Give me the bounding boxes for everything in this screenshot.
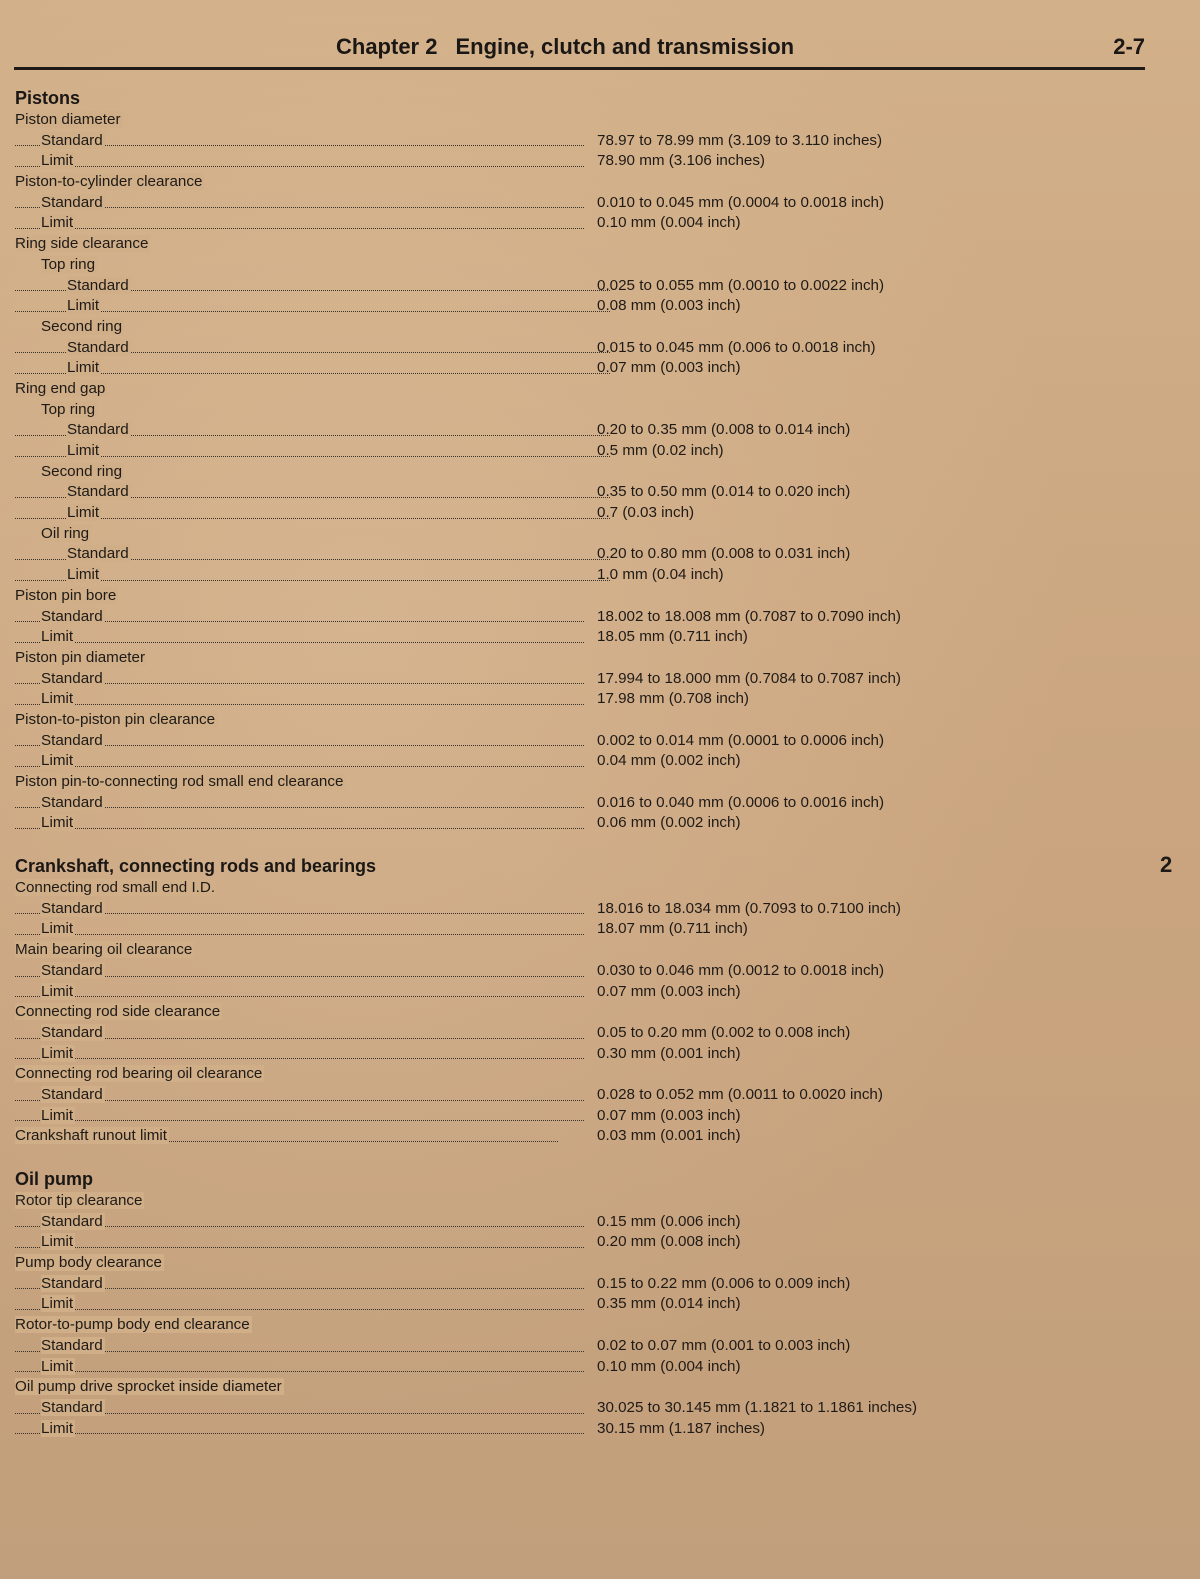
spec-label: Crankshaft runout limit <box>15 1127 167 1145</box>
spec-value: 1.0 mm (0.04 inch) <box>597 566 724 584</box>
spec-row <box>15 1398 1135 1419</box>
spec-label: Standard <box>41 1274 103 1292</box>
dot-leader <box>15 932 584 935</box>
spec-label: Piston-to-piston pin clearance <box>15 710 216 728</box>
dot-leader <box>15 578 610 581</box>
spec-label-cell <box>15 751 584 772</box>
spec-label-cell <box>15 961 584 982</box>
spec-label: Second ring <box>41 462 123 480</box>
spec-label-cell <box>15 213 584 234</box>
spec-label-cell <box>15 1274 584 1295</box>
spec-label: Standard <box>41 961 103 979</box>
spec-label-cell <box>15 1064 558 1085</box>
spec-label-cell <box>15 813 584 834</box>
spec-label: Limit <box>67 566 100 584</box>
spec-row <box>15 1232 1135 1253</box>
spec-value: 30.025 to 30.145 mm (1.1821 to 1.1861 inches) <box>597 1398 917 1416</box>
spec-label-cell <box>15 1126 558 1147</box>
spec-label: Piston pin-to-connecting rod small end clearance <box>15 773 344 790</box>
spec-label-cell <box>15 1294 584 1315</box>
spec-value: 0.10 mm (0.004 inch) <box>597 214 741 232</box>
spec-row <box>15 669 1135 690</box>
spec-label-cell <box>15 1419 584 1440</box>
spec-row <box>15 565 1135 586</box>
spec-value: 17.994 to 18.000 mm (0.7084 to 0.7087 inch) <box>597 669 901 687</box>
spec-label: Limit <box>41 1106 74 1124</box>
spec-value: 0.07 mm (0.003 inch) <box>597 982 741 1000</box>
dot-leader <box>15 764 584 767</box>
spec-label-cell <box>15 255 584 276</box>
chapter-tab-marker: 2 <box>1160 852 1173 877</box>
spec-label: Standard <box>41 1212 103 1230</box>
spec-value: 0.15 mm (0.006 inch) <box>597 1212 741 1230</box>
page-number: 2-7 <box>1113 34 1145 59</box>
dot-leader <box>15 1307 584 1310</box>
spec-label: Top ring <box>41 255 96 273</box>
spec-label-cell <box>15 899 584 920</box>
spec-label-cell <box>15 358 610 379</box>
spec-value: 0.35 to 0.50 mm (0.014 to 0.020 inch) <box>597 483 851 501</box>
spec-label: Limit <box>41 214 74 232</box>
spec-row <box>15 234 1135 255</box>
spec-value: 0.06 mm (0.002 inch) <box>597 814 741 832</box>
spec-row <box>15 1044 1135 1065</box>
section-heading: Crankshaft, connecting rods and bearings <box>15 856 377 877</box>
spec-row <box>15 710 1135 731</box>
spec-label-cell <box>15 669 584 690</box>
spec-label: Standard <box>41 131 103 149</box>
spec-label: Piston-to-cylinder clearance <box>15 173 203 191</box>
spec-label: Oil pump drive sprocket inside diameter <box>15 1378 282 1396</box>
spec-row <box>15 462 1135 483</box>
spec-label: Standard <box>41 731 103 749</box>
spec-value: 0.02 to 0.07 mm (0.001 to 0.003 inch) <box>597 1336 851 1354</box>
spec-row <box>15 503 1135 524</box>
spec-value: 78.97 to 78.99 mm (3.109 to 3.110 inches) <box>597 131 883 149</box>
spec-label: Standard <box>41 1336 103 1354</box>
spec-label: Limit <box>67 504 100 522</box>
dot-leader <box>15 371 610 374</box>
dot-leader <box>15 994 584 997</box>
spec-label: Piston diameter <box>15 111 121 128</box>
spec-value: 78.90 mm (3.106 inches) <box>597 152 765 170</box>
spec-label-cell <box>15 1377 558 1398</box>
spec-label-cell <box>15 710 558 731</box>
spec-row <box>15 131 1135 152</box>
spec-row <box>15 151 1135 172</box>
spec-label: Standard <box>67 483 129 501</box>
spec-label-cell <box>15 1002 558 1023</box>
spec-value: 0.002 to 0.014 mm (0.0001 to 0.0006 inch) <box>597 731 885 749</box>
spec-label-cell <box>15 131 584 152</box>
spec-row <box>15 813 1135 834</box>
spec-label: Limit <box>41 152 74 170</box>
spec-row <box>15 1212 1135 1233</box>
header-rule <box>14 67 1145 70</box>
spec-value: 0.015 to 0.045 mm (0.006 to 0.0018 inch) <box>597 338 876 356</box>
specifications-content <box>15 86 1135 1459</box>
section-heading: Oil pump <box>15 1169 93 1189</box>
chapter-title <box>336 34 794 60</box>
spec-row <box>15 1126 1135 1147</box>
spec-label-cell <box>15 565 610 586</box>
dot-leader <box>15 826 584 829</box>
dot-leader <box>15 702 584 705</box>
spec-value: 18.07 mm (0.711 inch) <box>597 920 748 938</box>
spec-label-cell <box>15 544 610 565</box>
spec-label: Ring side clearance <box>15 235 149 253</box>
spec-label-cell <box>15 524 584 545</box>
spec-row <box>15 255 1135 276</box>
spec-row <box>15 919 1135 940</box>
spec-value: 18.016 to 18.034 mm (0.7093 to 0.7100 inch) <box>597 899 901 917</box>
spec-row <box>15 793 1135 814</box>
spec-label-cell <box>15 1212 584 1233</box>
spec-label: Limit <box>41 982 74 1000</box>
spec-label-cell <box>15 1253 558 1274</box>
spec-label: Standard <box>41 1023 103 1041</box>
spec-value: 0.20 mm (0.008 inch) <box>597 1233 741 1251</box>
spec-row <box>15 172 1135 193</box>
spec-value: 0.016 to 0.040 mm (0.0006 to 0.0016 inch) <box>597 793 885 811</box>
spec-row <box>15 689 1135 710</box>
spec-label-cell <box>15 1044 584 1065</box>
spec-label-cell <box>15 878 558 899</box>
spec-row <box>15 338 1135 359</box>
spec-label: Limit <box>41 628 74 646</box>
spec-row <box>15 317 1135 338</box>
spec-label: Standard <box>67 338 129 356</box>
spec-section <box>15 854 1135 1147</box>
spec-value: 18.002 to 18.008 mm (0.7087 to 0.7090 inch) <box>597 607 901 625</box>
spec-row <box>15 772 1135 793</box>
spec-row <box>15 878 1135 899</box>
spec-value: 0.010 to 0.045 mm (0.0004 to 0.0018 inch) <box>597 193 885 211</box>
spec-label: Limit <box>41 1357 74 1375</box>
spec-value: 0.05 to 0.20 mm (0.002 to 0.008 inch) <box>597 1023 851 1041</box>
spec-value: 17.98 mm (0.708 inch) <box>597 690 749 708</box>
spec-label-cell <box>15 193 584 214</box>
spec-row <box>15 441 1135 462</box>
spec-label: Standard <box>41 1085 103 1103</box>
spec-label-cell <box>15 172 558 193</box>
spec-label: Connecting rod small end I.D. <box>15 879 216 897</box>
spec-value: 0.15 to 0.22 mm (0.006 to 0.009 inch) <box>597 1274 851 1292</box>
spec-row <box>15 1106 1135 1127</box>
spec-label: Connecting rod side clearance <box>15 1003 221 1021</box>
spec-label-cell <box>15 420 610 441</box>
spec-row <box>15 193 1135 214</box>
spec-label: Main bearing oil clearance <box>15 941 193 959</box>
spec-label: Limit <box>67 359 100 377</box>
spec-label-cell <box>15 234 558 255</box>
spec-label: Limit <box>67 297 100 315</box>
spec-row <box>15 1315 1135 1336</box>
spec-value: 0.08 mm (0.003 inch) <box>597 297 741 315</box>
dot-leader <box>15 164 584 167</box>
spec-row <box>15 607 1135 628</box>
spec-label-cell <box>15 1398 584 1419</box>
spec-row <box>15 940 1135 961</box>
spec-row <box>15 1274 1135 1295</box>
spec-value: 0.07 mm (0.003 inch) <box>597 1106 741 1124</box>
spec-label-cell <box>15 772 558 793</box>
spec-value: 30.15 mm (1.187 inches) <box>597 1419 765 1437</box>
spec-row <box>15 1419 1135 1440</box>
section-heading: Pistons <box>15 88 81 108</box>
chapter-name: Engine, clutch and transmission <box>455 34 795 59</box>
spec-label-cell <box>15 982 584 1003</box>
spec-label-cell <box>15 503 610 524</box>
spec-row <box>15 544 1135 565</box>
spec-label-cell <box>15 400 584 421</box>
spec-row <box>15 1064 1135 1085</box>
spec-label: Limit <box>41 1233 74 1251</box>
spec-row <box>15 1294 1135 1315</box>
spec-value: 0.7 (0.03 inch) <box>597 504 695 522</box>
spec-row <box>15 296 1135 317</box>
spec-label: Standard <box>67 421 129 439</box>
spec-label-cell <box>15 296 610 317</box>
spec-label-cell <box>15 379 558 400</box>
spec-row <box>15 379 1135 400</box>
spec-section <box>15 86 1135 834</box>
spec-label-cell <box>15 919 584 940</box>
spec-row <box>15 1253 1135 1274</box>
spec-label: Limit <box>41 1419 74 1437</box>
spec-label: Standard <box>41 193 103 211</box>
spec-row <box>15 586 1135 607</box>
spec-label: Standard <box>67 545 129 563</box>
spec-row <box>15 899 1135 920</box>
spec-value: 0.028 to 0.052 mm (0.0011 to 0.0020 inch) <box>597 1085 883 1103</box>
spec-label-cell <box>15 1315 558 1336</box>
spec-value: 18.05 mm (0.711 inch) <box>597 628 748 646</box>
spec-label: Standard <box>41 1398 103 1416</box>
spec-label-cell <box>15 462 584 483</box>
spec-label: Limit <box>41 814 74 832</box>
spec-row <box>15 982 1135 1003</box>
spec-label: Connecting rod bearing oil clearance <box>15 1065 263 1083</box>
spec-label: Second ring <box>41 317 123 335</box>
spec-label-cell <box>15 793 584 814</box>
spec-label-cell <box>15 1357 584 1378</box>
dot-leader <box>15 309 610 312</box>
spec-label-cell <box>15 110 558 131</box>
spec-label-cell <box>15 731 584 752</box>
spec-row <box>15 751 1135 772</box>
spec-label-cell <box>15 1085 584 1106</box>
spec-value: 0.07 mm (0.003 inch) <box>597 359 741 377</box>
spec-label-cell <box>15 1106 584 1127</box>
spec-label-cell <box>15 1191 558 1212</box>
spec-label-cell <box>15 607 584 628</box>
spec-label: Standard <box>41 899 103 917</box>
spec-row <box>15 1377 1135 1398</box>
spec-row <box>15 420 1135 441</box>
spec-value: 0.04 mm (0.002 inch) <box>597 752 741 770</box>
spec-label: Pump body clearance <box>15 1254 162 1272</box>
spec-label: Standard <box>41 669 103 687</box>
spec-label-cell <box>15 276 610 297</box>
spec-label: Limit <box>41 752 74 770</box>
spec-label: Standard <box>41 607 103 625</box>
dot-leader <box>15 516 610 519</box>
spec-label: Limit <box>41 1295 74 1313</box>
page-header <box>0 34 1145 64</box>
spec-row <box>15 1191 1135 1212</box>
spec-label-cell <box>15 317 584 338</box>
spec-label: Ring end gap <box>15 379 106 397</box>
dot-leader <box>15 1245 584 1248</box>
dot-leader <box>15 1056 584 1059</box>
spec-row <box>15 1357 1135 1378</box>
spec-label-cell <box>15 151 584 172</box>
dot-leader <box>15 1431 584 1434</box>
spec-value: 0.025 to 0.055 mm (0.0010 to 0.0022 inch) <box>597 276 885 294</box>
spec-label-cell <box>15 338 610 359</box>
spec-label-cell <box>15 1336 584 1357</box>
spec-label: Piston pin diameter <box>15 648 146 666</box>
spec-label-cell <box>15 441 610 462</box>
spec-label-cell <box>15 689 584 710</box>
spec-section <box>15 1167 1135 1439</box>
spec-label-cell <box>15 1023 584 1044</box>
dot-leader <box>15 1369 584 1372</box>
spec-value: 0.20 to 0.80 mm (0.008 to 0.031 inch) <box>597 545 851 563</box>
spec-label: Rotor-to-pump body end clearance <box>15 1316 250 1334</box>
chapter-number: Chapter 2 <box>336 34 438 59</box>
spec-row <box>15 961 1135 982</box>
spec-row <box>15 482 1135 503</box>
spec-row <box>15 731 1135 752</box>
spec-value: 0.030 to 0.046 mm (0.0012 to 0.0018 inch) <box>597 961 885 979</box>
spec-label-cell <box>15 1232 584 1253</box>
spec-row <box>15 627 1135 648</box>
spec-value: 0.30 mm (0.001 inch) <box>597 1044 741 1062</box>
spec-value: 0.35 mm (0.014 inch) <box>597 1295 741 1313</box>
spec-label-cell <box>15 482 610 503</box>
spec-label: Limit <box>41 1044 74 1062</box>
spec-label: Oil ring <box>41 524 90 542</box>
spec-row <box>15 276 1135 297</box>
spec-row <box>15 110 1135 131</box>
spec-row <box>15 648 1135 669</box>
spec-row <box>15 1085 1135 1106</box>
spec-value: 0.5 mm (0.02 inch) <box>597 442 724 459</box>
spec-row <box>15 1002 1135 1023</box>
spec-label-cell <box>15 627 584 648</box>
dot-leader <box>15 226 584 229</box>
dot-leader <box>15 454 610 457</box>
spec-value: 0.03 mm (0.001 inch) <box>597 1127 741 1145</box>
spec-label: Standard <box>41 793 103 811</box>
spec-label: Limit <box>67 442 100 459</box>
dot-leader <box>15 640 584 643</box>
spec-label: Top ring <box>41 400 96 418</box>
spec-row <box>15 524 1135 545</box>
spec-label: Limit <box>41 690 74 708</box>
spec-label: Standard <box>67 276 129 294</box>
spec-label: Piston pin bore <box>15 586 117 604</box>
spec-row <box>15 1023 1135 1044</box>
spec-row <box>15 213 1135 234</box>
spec-row <box>15 400 1135 421</box>
spec-label-cell <box>15 586 558 607</box>
spec-label: Limit <box>41 920 74 938</box>
dot-leader <box>15 1118 584 1121</box>
spec-label-cell <box>15 648 558 669</box>
spec-row <box>15 1336 1135 1357</box>
spec-label: Rotor tip clearance <box>15 1192 143 1209</box>
spec-value: 0.10 mm (0.004 inch) <box>597 1357 741 1375</box>
spec-value: 0.20 to 0.35 mm (0.008 to 0.014 inch) <box>597 421 851 439</box>
spec-label-cell <box>15 940 558 961</box>
spec-row <box>15 358 1135 379</box>
